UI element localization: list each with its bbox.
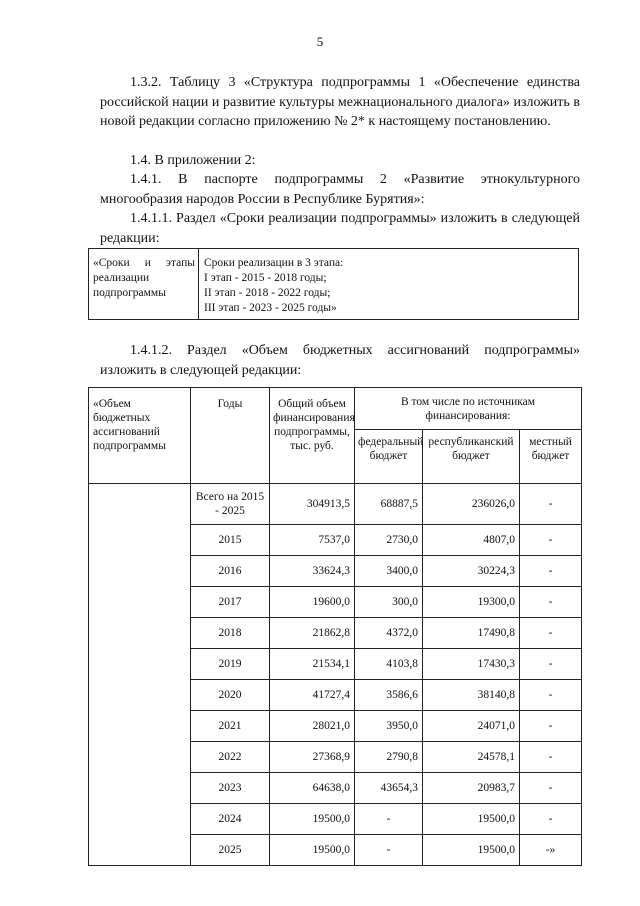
paragraph-1-3-2: 1.3.2. Таблицу 3 «Структура подпрограммы 1 «Обеспечение единства российской нации и развитие культуры межнационального диалога» изложить в новой редакции согласно приложению № 2* к настоящему постановлению. bbox=[100, 75, 580, 129]
table-row bbox=[89, 680, 582, 711]
republic-cell: 24578,1 bbox=[423, 742, 520, 773]
local-cell: -» bbox=[520, 835, 582, 866]
table-row bbox=[89, 742, 582, 773]
republic-cell: 24071,0 bbox=[423, 711, 520, 742]
paragraph-1-4: 1.4. В приложении 2: bbox=[130, 153, 256, 168]
republic-cell: 17490,8 bbox=[423, 618, 520, 649]
federal-cell: 3586,6 bbox=[355, 680, 423, 711]
local-cell: - bbox=[520, 742, 582, 773]
year-cell: 2015 bbox=[191, 525, 270, 556]
total-cell: 33624,3 bbox=[270, 556, 355, 587]
republic-cell: 19500,0 bbox=[423, 835, 520, 866]
local-cell: - bbox=[520, 773, 582, 804]
paragraph-1-4-1-1: 1.4.1.1. Раздел «Сроки реализации подпрограммы» изложить в следующей редакции: bbox=[100, 211, 580, 246]
republic-cell: 19500,0 bbox=[423, 804, 520, 835]
year-cell: 2016 bbox=[191, 556, 270, 587]
budget-allocations-table bbox=[88, 387, 582, 866]
page-number: 5 bbox=[316, 34, 324, 49]
header-total: Общий объем финансирования подпрограммы, тыс. руб. bbox=[270, 388, 355, 484]
header-years: Годы bbox=[191, 388, 270, 484]
local-cell: - bbox=[520, 484, 582, 525]
header-federal: федеральный бюджет bbox=[355, 430, 423, 484]
year-cell: 2024 bbox=[191, 804, 270, 835]
federal-cell: - bbox=[355, 835, 423, 866]
table-row bbox=[89, 587, 582, 618]
federal-cell: 43654,3 bbox=[355, 773, 423, 804]
federal-cell: 4103,8 bbox=[355, 649, 423, 680]
total-cell: 19500,0 bbox=[270, 835, 355, 866]
table-row bbox=[89, 525, 582, 556]
total-cell: 19600,0 bbox=[270, 587, 355, 618]
terms-line: III этап - 2023 - 2025 годы» bbox=[204, 302, 337, 314]
republic-cell: 17430,3 bbox=[423, 649, 520, 680]
year-cell: 2025 bbox=[191, 835, 270, 866]
year-cell: 2017 bbox=[191, 587, 270, 618]
republic-cell: 20983,7 bbox=[423, 773, 520, 804]
federal-cell: 2790,8 bbox=[355, 742, 423, 773]
local-cell: - bbox=[520, 525, 582, 556]
total-cell: 64638,0 bbox=[270, 773, 355, 804]
total-cell: 28021,0 bbox=[270, 711, 355, 742]
federal-cell: - bbox=[355, 804, 423, 835]
total-cell: 304913,5 bbox=[270, 484, 355, 525]
header-local: местный бюджет bbox=[520, 430, 582, 484]
year-cell: 2018 bbox=[191, 618, 270, 649]
total-cell: 19500,0 bbox=[270, 804, 355, 835]
year-cell: Всего на 2015 - 2025 bbox=[191, 484, 270, 525]
year-cell: 2023 bbox=[191, 773, 270, 804]
header-sources: В том числе по источникам финансирования: bbox=[355, 388, 582, 430]
terms-content bbox=[199, 249, 579, 320]
total-cell: 27368,9 bbox=[270, 742, 355, 773]
total-cell: 21534,1 bbox=[270, 649, 355, 680]
table-row bbox=[89, 835, 582, 866]
local-cell: - bbox=[520, 649, 582, 680]
federal-cell: 3400,0 bbox=[355, 556, 423, 587]
implementation-terms-table bbox=[88, 248, 579, 320]
local-cell: - bbox=[520, 587, 582, 618]
local-cell: - bbox=[520, 711, 582, 742]
republic-cell: 30224,3 bbox=[423, 556, 520, 587]
year-cell: 2020 bbox=[191, 680, 270, 711]
header-republic: республиканский бюджет bbox=[423, 430, 520, 484]
federal-cell: 2730,0 bbox=[355, 525, 423, 556]
terms-line: II этап - 2018 - 2022 годы; bbox=[204, 287, 331, 299]
table-row bbox=[89, 804, 582, 835]
local-cell: - bbox=[520, 556, 582, 587]
budget-label: «Объем бюджетных ассигнований подпрограммы bbox=[89, 388, 191, 484]
terms-line: Сроки реализации в 3 этапа: bbox=[204, 257, 344, 269]
federal-cell: 68887,5 bbox=[355, 484, 423, 525]
republic-cell: 4807,0 bbox=[423, 525, 520, 556]
terms-label: «Сроки и этапы реализации подпрограммы bbox=[89, 249, 199, 320]
federal-cell: 300,0 bbox=[355, 587, 423, 618]
year-cell: 2022 bbox=[191, 742, 270, 773]
total-cell: 21862,8 bbox=[270, 618, 355, 649]
year-cell: 2021 bbox=[191, 711, 270, 742]
total-cell: 41727,4 bbox=[270, 680, 355, 711]
total-cell: 7537,0 bbox=[270, 525, 355, 556]
paragraph-1-4-1: 1.4.1. В паспорте подпрограммы 2 «Развитие этнокультурного многообразия народов России в Республике Бурятия»: bbox=[100, 172, 580, 207]
local-cell: - bbox=[520, 618, 582, 649]
table-row bbox=[89, 484, 582, 525]
republic-cell: 19300,0 bbox=[423, 587, 520, 618]
table-row bbox=[89, 711, 582, 742]
table-row bbox=[89, 649, 582, 680]
local-cell: - bbox=[520, 680, 582, 711]
terms-line: I этап - 2015 - 2018 годы; bbox=[204, 272, 327, 284]
paragraph-1-4-1-2: 1.4.1.2. Раздел «Объем бюджетных ассигнований подпрограммы» изложить в следующей редакции: bbox=[100, 343, 580, 378]
table-row bbox=[89, 556, 582, 587]
republic-cell: 236026,0 bbox=[423, 484, 520, 525]
table-row bbox=[89, 773, 582, 804]
year-cell: 2019 bbox=[191, 649, 270, 680]
local-cell: - bbox=[520, 804, 582, 835]
federal-cell: 3950,0 bbox=[355, 711, 423, 742]
federal-cell: 4372,0 bbox=[355, 618, 423, 649]
republic-cell: 38140,8 bbox=[423, 680, 520, 711]
table-row bbox=[89, 618, 582, 649]
